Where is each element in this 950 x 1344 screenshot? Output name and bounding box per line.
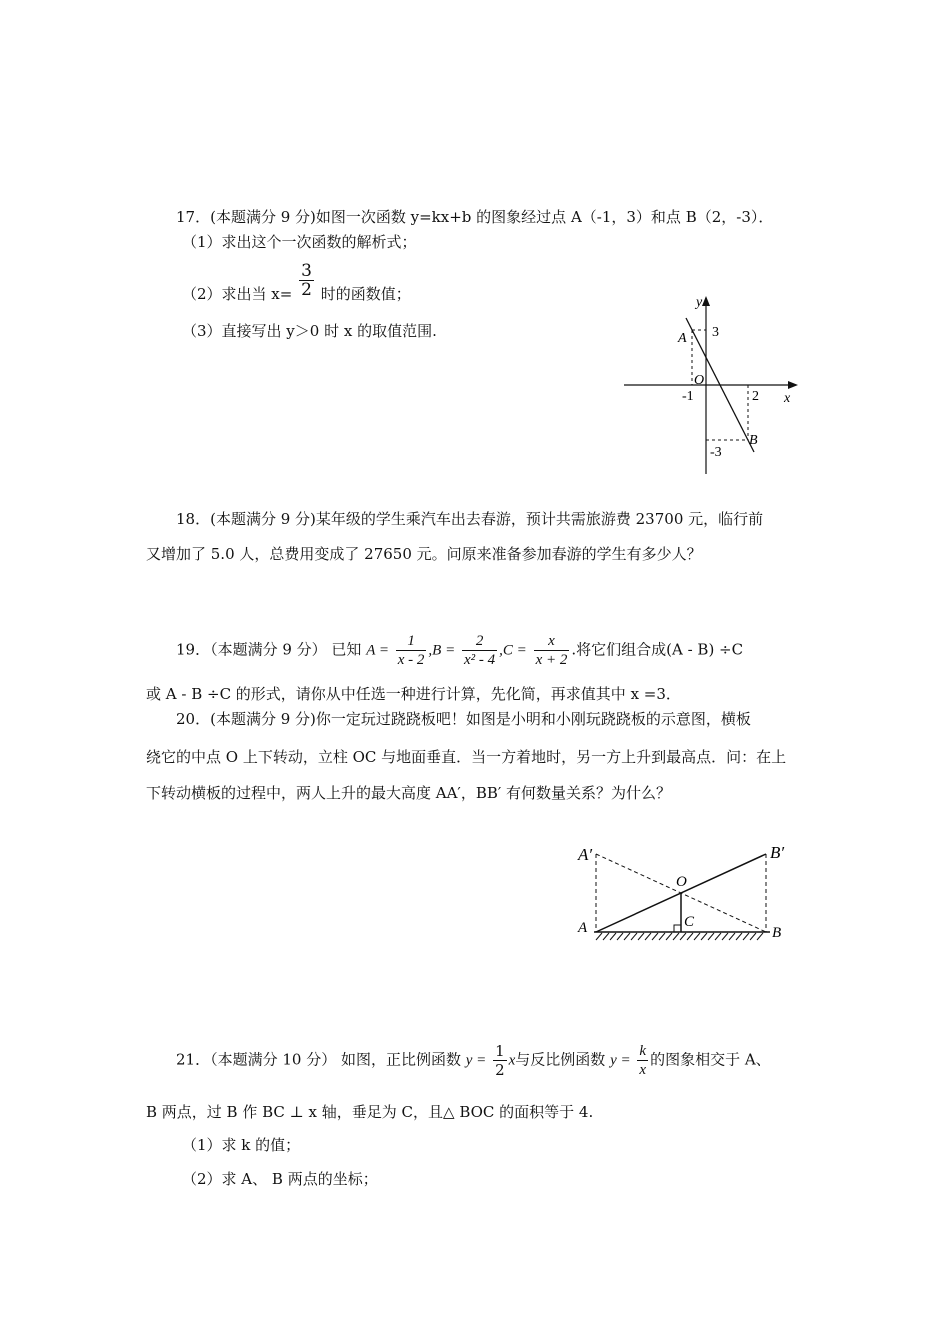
q21-f2-num: k <box>639 1043 647 1059</box>
label-o: O <box>676 874 687 890</box>
q20-line2: 绕它的中点 O 上下转动，立柱 OC 与地面垂直．当一方着地时，另一方上升到最高点．问：在上 <box>146 748 787 766</box>
graph-x-label: x <box>784 391 791 406</box>
label-b-prime: B′ <box>770 843 785 862</box>
q17-graph <box>618 290 808 480</box>
q17-part1: （1）求出这个一次函数的解析式； <box>182 233 417 251</box>
label-a: A <box>578 920 588 936</box>
q21-f2-fraction <box>637 1042 648 1079</box>
graph-y-label: y <box>696 295 703 310</box>
q21-f1-label: y = <box>465 1052 487 1069</box>
q21-f1-num: 1 <box>495 1042 505 1060</box>
q19-prefix: 19．（本题满分 9 分） 已知 <box>176 640 362 659</box>
q19-c-label: ,C = <box>499 642 527 659</box>
q19-b-den: x² - 4 <box>464 652 496 668</box>
q21-prefix: 21．（本题满分 10 分） 如图，正比例函数 <box>176 1050 461 1069</box>
q19-b-label: ,B = <box>428 642 456 659</box>
graph-tick-2: 2 <box>752 389 759 404</box>
y-axis-arrow <box>702 296 710 306</box>
q19-a-num: 1 <box>396 632 427 651</box>
q21-f1-var: x <box>508 1052 516 1069</box>
q17-part2 <box>182 261 411 303</box>
q17-frac-num: 3 <box>301 261 312 281</box>
q21-part1: （1）求 k 的值； <box>182 1136 301 1154</box>
q19-c-fraction <box>534 632 570 669</box>
q17-part2-fraction <box>299 262 314 299</box>
q19-b-fraction <box>462 632 497 669</box>
graph-tick-neg3: -3 <box>710 445 722 460</box>
q21-line1 <box>176 1042 771 1079</box>
q17-part2-suffix: 时的函数值； <box>320 284 411 303</box>
graph-tick-3: 3 <box>712 325 719 340</box>
q19-a-fraction <box>396 632 427 669</box>
graph-point-b: B <box>749 433 758 448</box>
q17-frac-den: 2 <box>301 280 312 300</box>
q19-b-num: 2 <box>462 632 497 651</box>
ground-hatching <box>596 933 763 940</box>
q19-suffix: .将它们组合成(A - B) ÷C <box>571 640 744 659</box>
q19-a-den: x - 2 <box>397 652 425 668</box>
q21-f2-den: x <box>639 1062 647 1078</box>
q21-f1-den: 2 <box>495 1061 505 1079</box>
q17-stem: 17．(本题满分 9 分)如图一次函数 y=kx+b 的图象经过点 A（-1，3）和点 B（2，-3）． <box>176 208 774 226</box>
q21-line2: B 两点，过 B 作 BC ⊥ x 轴，垂足为 C，且△ BOC 的面积等于 4. <box>146 1103 594 1121</box>
q21-mid: 与反比例函数 <box>515 1050 606 1069</box>
label-a-prime: A′ <box>578 845 593 864</box>
q20-line1: 20．(本题满分 9 分)你一定玩过跷跷板吧！如图是小明和小刚玩跷跷板的示意图，横板 <box>176 710 751 728</box>
graph-tick-neg1: -1 <box>682 389 694 404</box>
q19-line1 <box>176 632 743 669</box>
x-axis-arrow <box>788 381 798 389</box>
label-c: C <box>684 914 695 930</box>
graph-point-a: A <box>678 331 687 346</box>
label-b: B <box>772 925 782 941</box>
q17-part3: （3）直接写出 y＞0 时 x 的取值范围. <box>182 322 437 340</box>
q20-line3: 下转动横板的过程中，两人上升的最大高度 AA′，BB′ 有何数量关系？为什么？ <box>146 784 672 802</box>
q18-line1: 18．(本题满分 9 分)某年级的学生乘汽车出去春游，预计共需旅游费 23700 元，临行前 <box>176 510 764 528</box>
seesaw-figure <box>570 838 800 950</box>
q17-part2-prefix: （2）求出当 x= <box>182 284 293 303</box>
q21-part2: （2）求 A、 B 两点的坐标； <box>182 1170 378 1188</box>
q18-line2: 又增加了 5.0 人，总费用变成了 27650 元。问原来准备参加春游的学生有多少人？ <box>146 545 702 563</box>
q19-c-num: x <box>534 632 570 651</box>
q19-c-den: x + 2 <box>535 652 568 668</box>
right-angle-mark <box>674 925 681 932</box>
q21-suffix: 的图象相交于 A、 <box>650 1050 771 1069</box>
graph-origin-label: O <box>694 373 705 388</box>
q21-f1-fraction <box>493 1042 507 1079</box>
q19-line2: 或 A - B ÷C 的形式，请你从中任选一种进行计算，先化简，再求值其中 x =3． <box>146 685 681 703</box>
q19-a-label: A = <box>366 642 389 659</box>
q21-f2-label: y = <box>610 1052 631 1069</box>
